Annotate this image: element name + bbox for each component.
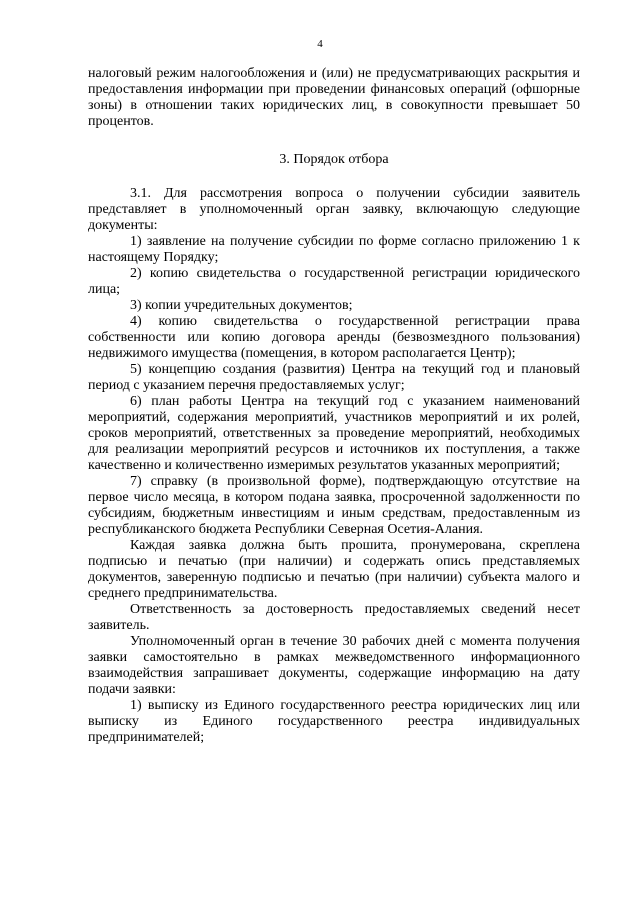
list-item-work-plan: 6) план работы Центра на текущий год с указанием наименований мероприятий, содержания мероприятий, участников мероприятий и их ролей, сроков мероприятий, ответственных за проведение мероприятий, необходимых для реализации мероприятий ресурсов и источников их поступления, а также качественно и количественно измеримых результатов указанных мероприятий; [88,394,580,473]
list-item-application: 1) заявление на получение субсидии по форме согласно приложению 1 к настоящему Порядку; [88,234,580,265]
list-item-concept: 5) концепцию создания (развития) Центра на текущий год и плановый период с указанием перечня предоставляемых услуг; [88,362,580,393]
paragraph-responsibility: Ответственность за достоверность предоставляемых сведений несет заявитель. [88,602,580,633]
intro-paragraph: налоговый режим налогообложения и (или) не предусматривающих раскрытия и предоставления информации при проведении финансовых операций (офшорные зоны) в отношении таких юридических лиц, в совокупности превышает 50 процентов. [88,66,580,129]
paragraph-3-1: 3.1. Для рассмотрения вопроса о получении субсидии заявитель представляет в уполномоченный орган заявку, включающую следующие документы: [88,186,580,233]
page-number: 4 [317,38,323,50]
paragraph-application-requirements: Каждая заявка должна быть прошита, пронумерована, скреплена подписью и печатью (при наличии) и содержать опись представляемых документов, заверенную подписью и печатью (при наличии) субъекта малого и среднего предпринимательства. [88,538,580,601]
list-item-ownership-certificate: 4) копию свидетельства о государственной регистрации права собственности или копию договора аренды (безвозмездного пользования) недвижимого имущества (помещения, в котором располагается Центр); [88,314,580,361]
paragraph-authorized-body: Уполномоченный орган в течение 30 рабочих дней с момента получения заявки самостоятельно в рамках межведомственного информационного взаимодействия запрашивает документы, содержащие информацию на дату подачи заявки: [88,634,580,697]
list-item-debt-certificate: 7) справку (в произвольной форме), подтверждающую отсутствие на первое число месяца, в котором подана заявка, просроченной задолженности по субсидиям, бюджетным инвестициям и иным средствам, предоставленным из республиканского бюджета Республики Северная Осетия-Алания. [88,474,580,537]
list-item-registration-certificate: 2) копию свидетельства о государственной регистрации юридического лица; [88,266,580,297]
list-item-registry-extract: 1) выписку из Единого государственного реестра юридических лиц или выписку из Единого государственного реестра индивидуальных предпринимателей; [88,698,580,745]
list-item-founding-documents: 3) копии учредительных документов; [130,298,353,313]
section-title: 3. Порядок отбора [279,152,389,167]
document-body [88,66,580,746]
